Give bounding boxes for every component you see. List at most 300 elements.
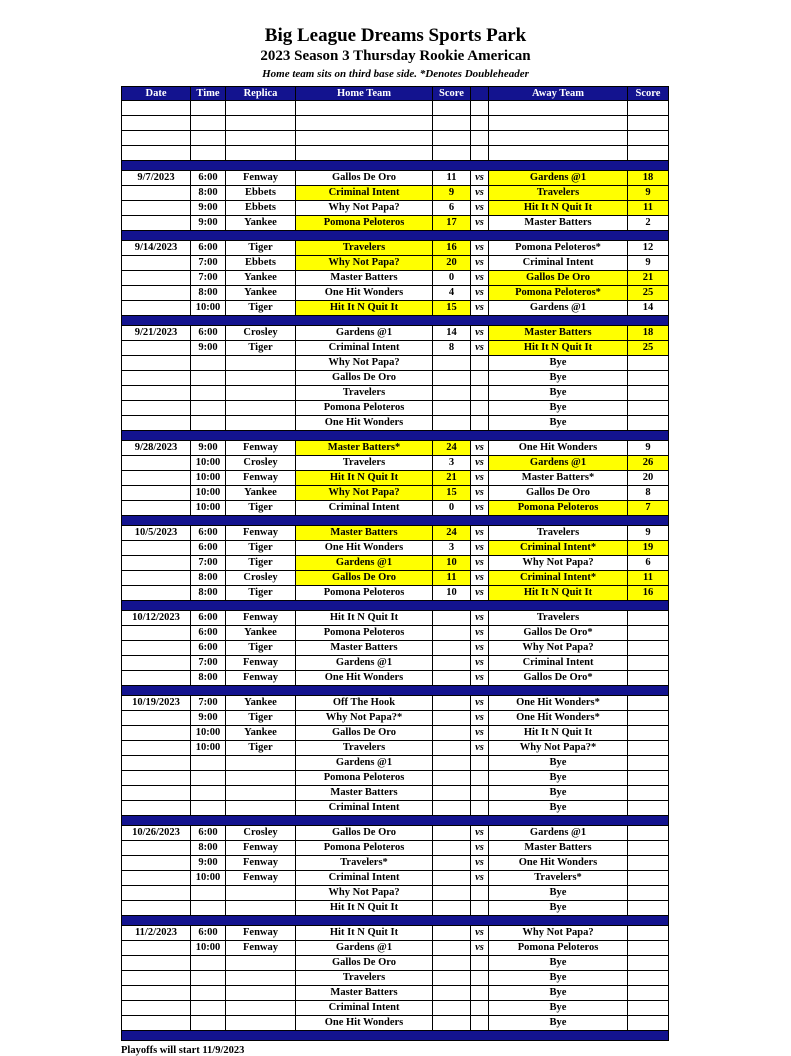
home-score-cell	[433, 786, 471, 801]
date-cell	[122, 471, 191, 486]
replica-cell	[226, 886, 296, 901]
away-team-cell: Gallos De Oro*	[489, 671, 628, 686]
home-team-cell: Gardens @1	[296, 756, 433, 771]
away-score-cell	[628, 826, 669, 841]
away-score-cell: 26	[628, 456, 669, 471]
away-score-cell: 9	[628, 186, 669, 201]
away-team-cell: Bye	[489, 1001, 628, 1016]
away-score-cell: 18	[628, 326, 669, 341]
time-cell: 9:00	[191, 341, 226, 356]
time-cell: 6:00	[191, 526, 226, 541]
separator-bar	[122, 161, 669, 171]
home-score-cell	[433, 726, 471, 741]
away-score-cell: 11	[628, 571, 669, 586]
away-team-cell	[489, 146, 628, 161]
away-team-cell: Bye	[489, 416, 628, 431]
page-subtitle: 2023 Season 3 Thursday Rookie American	[260, 48, 531, 64]
vs-cell: vs	[471, 671, 489, 686]
date-cell	[122, 971, 191, 986]
vs-cell: vs	[471, 741, 489, 756]
vs-cell: vs	[471, 471, 489, 486]
away-team-cell: Bye	[489, 356, 628, 371]
date-cell	[122, 671, 191, 686]
date-cell	[122, 271, 191, 286]
schedule-row	[122, 441, 669, 456]
home-team-cell: One Hit Wonders	[296, 671, 433, 686]
vs-cell	[471, 901, 489, 916]
away-team-cell: Bye	[489, 801, 628, 816]
replica-cell: Crosley	[226, 571, 296, 586]
away-team-cell: Bye	[489, 401, 628, 416]
home-team-cell: Hit It N Quit It	[296, 611, 433, 626]
date-cell	[122, 1001, 191, 1016]
home-score-cell	[433, 901, 471, 916]
vs-cell: vs	[471, 626, 489, 641]
home-score-cell	[433, 101, 471, 116]
time-cell: 10:00	[191, 486, 226, 501]
away-score-cell	[628, 786, 669, 801]
date-cell	[122, 786, 191, 801]
replica-cell: Yankee	[226, 286, 296, 301]
replica-cell: Yankee	[226, 696, 296, 711]
schedule-row	[122, 501, 669, 516]
vs-cell: vs	[471, 856, 489, 871]
home-score-cell	[433, 146, 471, 161]
time-cell	[191, 371, 226, 386]
bye-row	[122, 1001, 669, 1016]
title-block	[0, 0, 791, 81]
date-cell	[122, 801, 191, 816]
home-team-cell: Why Not Papa?	[296, 486, 433, 501]
replica-cell	[226, 986, 296, 1001]
vs-cell	[471, 131, 489, 146]
schedule-row	[122, 586, 669, 601]
date-cell	[122, 901, 191, 916]
away-team-cell: Bye	[489, 1016, 628, 1031]
away-score-cell	[628, 711, 669, 726]
home-team-cell: Master Batters	[296, 786, 433, 801]
home-score-cell	[433, 656, 471, 671]
replica-cell: Tiger	[226, 741, 296, 756]
date-cell: 10/19/2023	[122, 696, 191, 711]
replica-cell: Tiger	[226, 301, 296, 316]
home-team-cell: Master Batters	[296, 526, 433, 541]
away-score-cell	[628, 886, 669, 901]
bye-row	[122, 786, 669, 801]
time-cell	[191, 786, 226, 801]
time-cell: 6:00	[191, 926, 226, 941]
schedule-row	[122, 696, 669, 711]
home-team-cell	[296, 146, 433, 161]
date-cell	[122, 726, 191, 741]
home-score-cell: 11	[433, 571, 471, 586]
time-cell: 8:00	[191, 841, 226, 856]
time-cell: 10:00	[191, 941, 226, 956]
away-team-cell: Bye	[489, 971, 628, 986]
away-score-cell	[628, 131, 669, 146]
away-score-cell: 8	[628, 486, 669, 501]
schedule-row	[122, 611, 669, 626]
bye-row	[122, 756, 669, 771]
away-score-cell	[628, 771, 669, 786]
home-score-cell	[433, 801, 471, 816]
away-team-cell: Gardens @1	[489, 301, 628, 316]
separator-bar-cell	[122, 1031, 669, 1041]
date-cell	[122, 741, 191, 756]
time-cell	[191, 131, 226, 146]
time-cell: 10:00	[191, 301, 226, 316]
column-header-score: Score	[628, 87, 669, 101]
replica-cell: Yankee	[226, 271, 296, 286]
schedule-row	[122, 286, 669, 301]
replica-cell: Ebbets	[226, 201, 296, 216]
away-team-cell: One Hit Wonders*	[489, 711, 628, 726]
date-cell	[122, 301, 191, 316]
replica-cell: Tiger	[226, 641, 296, 656]
home-score-cell	[433, 386, 471, 401]
away-team-cell: Hit It N Quit It	[489, 586, 628, 601]
time-cell: 9:00	[191, 441, 226, 456]
time-cell	[191, 756, 226, 771]
date-cell	[122, 501, 191, 516]
replica-cell: Crosley	[226, 456, 296, 471]
time-cell: 10:00	[191, 741, 226, 756]
table-header-row	[122, 87, 669, 101]
vs-cell	[471, 971, 489, 986]
schedule-row	[122, 626, 669, 641]
away-score-cell	[628, 116, 669, 131]
date-cell: 10/12/2023	[122, 611, 191, 626]
vs-cell	[471, 886, 489, 901]
replica-cell	[226, 371, 296, 386]
date-cell	[122, 641, 191, 656]
home-score-cell	[433, 971, 471, 986]
date-cell	[122, 571, 191, 586]
away-score-cell: 9	[628, 526, 669, 541]
vs-cell: vs	[471, 256, 489, 271]
home-score-cell: 0	[433, 271, 471, 286]
away-team-cell: Hit It N Quit It	[489, 341, 628, 356]
replica-cell	[226, 801, 296, 816]
separator-bar-cell	[122, 816, 669, 826]
home-score-cell	[433, 941, 471, 956]
time-cell: 6:00	[191, 626, 226, 641]
home-score-cell: 15	[433, 486, 471, 501]
home-team-cell: Gallos De Oro	[296, 956, 433, 971]
vs-cell: vs	[471, 556, 489, 571]
home-team-cell: Hit It N Quit It	[296, 901, 433, 916]
column-header-home-team: Home Team	[296, 87, 433, 101]
replica-cell: Tiger	[226, 341, 296, 356]
date-cell	[122, 886, 191, 901]
time-cell	[191, 771, 226, 786]
schedule-row	[122, 541, 669, 556]
date-cell	[122, 841, 191, 856]
schedule-row	[122, 556, 669, 571]
home-team-cell: One Hit Wonders	[296, 416, 433, 431]
away-score-cell	[628, 986, 669, 1001]
replica-cell: Fenway	[226, 856, 296, 871]
replica-cell: Fenway	[226, 656, 296, 671]
home-team-cell: Criminal Intent	[296, 186, 433, 201]
replica-cell	[226, 956, 296, 971]
date-cell	[122, 586, 191, 601]
away-team-cell: Pomona Peloteros*	[489, 241, 628, 256]
home-team-cell: Gallos De Oro	[296, 171, 433, 186]
schedule-row	[122, 201, 669, 216]
home-score-cell	[433, 416, 471, 431]
home-team-cell: Master Batters	[296, 986, 433, 1001]
home-team-cell: Hit It N Quit It	[296, 471, 433, 486]
time-cell: 8:00	[191, 571, 226, 586]
time-cell	[191, 801, 226, 816]
vs-cell: vs	[471, 611, 489, 626]
date-cell: 9/28/2023	[122, 441, 191, 456]
away-score-cell: 21	[628, 271, 669, 286]
home-team-cell: One Hit Wonders	[296, 541, 433, 556]
time-cell	[191, 1001, 226, 1016]
time-cell: 8:00	[191, 671, 226, 686]
replica-cell	[226, 116, 296, 131]
home-score-cell	[433, 356, 471, 371]
vs-cell	[471, 956, 489, 971]
away-team-cell: Travelers*	[489, 871, 628, 886]
time-cell: 6:00	[191, 641, 226, 656]
home-team-cell	[296, 131, 433, 146]
time-cell	[191, 901, 226, 916]
separator-bar-cell	[122, 916, 669, 926]
home-score-cell: 8	[433, 341, 471, 356]
away-team-cell: Travelers	[489, 611, 628, 626]
vs-cell: vs	[471, 271, 489, 286]
date-cell	[122, 371, 191, 386]
away-team-cell: Criminal Intent*	[489, 571, 628, 586]
replica-cell	[226, 401, 296, 416]
replica-cell: Fenway	[226, 526, 296, 541]
schedule-row	[122, 186, 669, 201]
home-team-cell: Off The Hook	[296, 696, 433, 711]
away-team-cell: Gallos De Oro*	[489, 626, 628, 641]
replica-cell: Fenway	[226, 941, 296, 956]
column-header-score: Score	[433, 87, 471, 101]
date-cell	[122, 556, 191, 571]
vs-cell: vs	[471, 941, 489, 956]
vs-cell	[471, 786, 489, 801]
away-team-cell: Hit It N Quit It	[489, 201, 628, 216]
home-team-cell: Gallos De Oro	[296, 571, 433, 586]
away-score-cell: 14	[628, 301, 669, 316]
time-cell	[191, 1016, 226, 1031]
schedule-row	[122, 641, 669, 656]
vs-cell: vs	[471, 501, 489, 516]
separator-bar	[122, 516, 669, 526]
home-team-cell: Pomona Peloteros	[296, 626, 433, 641]
home-score-cell	[433, 741, 471, 756]
vs-cell: vs	[471, 201, 489, 216]
separator-bar-cell	[122, 601, 669, 611]
away-team-cell: Gardens @1	[489, 171, 628, 186]
time-cell: 10:00	[191, 871, 226, 886]
vs-cell: vs	[471, 711, 489, 726]
away-score-cell	[628, 146, 669, 161]
home-score-cell: 16	[433, 241, 471, 256]
schedule-row	[122, 526, 669, 541]
home-team-cell: Hit It N Quit It	[296, 301, 433, 316]
replica-cell: Yankee	[226, 486, 296, 501]
date-cell	[122, 456, 191, 471]
vs-cell: vs	[471, 171, 489, 186]
away-score-cell	[628, 871, 669, 886]
replica-cell	[226, 786, 296, 801]
time-cell	[191, 401, 226, 416]
home-score-cell: 24	[433, 441, 471, 456]
date-cell	[122, 956, 191, 971]
vs-cell: vs	[471, 326, 489, 341]
schedule-row	[122, 826, 669, 841]
time-cell: 8:00	[191, 286, 226, 301]
away-team-cell: Why Not Papa?*	[489, 741, 628, 756]
away-team-cell: One Hit Wonders	[489, 856, 628, 871]
home-team-cell: Why Not Papa?	[296, 356, 433, 371]
bye-row	[122, 416, 669, 431]
time-cell: 10:00	[191, 456, 226, 471]
vs-cell	[471, 986, 489, 1001]
separator-bar-cell	[122, 686, 669, 696]
time-cell: 7:00	[191, 271, 226, 286]
away-team-cell: Travelers	[489, 186, 628, 201]
home-team-cell: Criminal Intent	[296, 501, 433, 516]
vs-cell: vs	[471, 286, 489, 301]
away-team-cell: Criminal Intent	[489, 656, 628, 671]
away-score-cell	[628, 1001, 669, 1016]
away-team-cell: Gardens @1	[489, 456, 628, 471]
away-score-cell	[628, 901, 669, 916]
vs-cell: vs	[471, 186, 489, 201]
time-cell	[191, 416, 226, 431]
home-score-cell: 3	[433, 541, 471, 556]
vs-cell: vs	[471, 441, 489, 456]
away-score-cell	[628, 626, 669, 641]
separator-bar	[122, 916, 669, 926]
column-header-date: Date	[122, 87, 191, 101]
home-score-cell: 6	[433, 201, 471, 216]
column-header-time: Time	[191, 87, 226, 101]
away-score-cell	[628, 371, 669, 386]
replica-cell: Fenway	[226, 441, 296, 456]
time-cell: 7:00	[191, 256, 226, 271]
vs-cell: vs	[471, 926, 489, 941]
away-score-cell: 20	[628, 471, 669, 486]
replica-cell: Fenway	[226, 841, 296, 856]
home-team-cell: Master Batters	[296, 641, 433, 656]
vs-cell	[471, 771, 489, 786]
schedule-row	[122, 216, 669, 231]
home-team-cell: Travelers	[296, 386, 433, 401]
replica-cell	[226, 131, 296, 146]
home-team-cell: Criminal Intent	[296, 1001, 433, 1016]
away-score-cell: 25	[628, 341, 669, 356]
home-score-cell: 0	[433, 501, 471, 516]
page-title: Big League Dreams Sports Park	[264, 25, 527, 46]
home-score-cell	[433, 771, 471, 786]
away-team-cell	[489, 116, 628, 131]
vs-cell	[471, 356, 489, 371]
time-cell: 10:00	[191, 501, 226, 516]
separator-bar-cell	[122, 431, 669, 441]
away-score-cell: 9	[628, 256, 669, 271]
away-team-cell: Hit It N Quit It	[489, 726, 628, 741]
replica-cell	[226, 146, 296, 161]
separator-bar	[122, 1031, 669, 1041]
away-score-cell	[628, 416, 669, 431]
column-header-vs	[471, 87, 489, 101]
home-score-cell	[433, 841, 471, 856]
time-cell: 6:00	[191, 611, 226, 626]
replica-cell: Tiger	[226, 541, 296, 556]
column-header-replica: Replica	[226, 87, 296, 101]
away-score-cell	[628, 386, 669, 401]
time-cell	[191, 101, 226, 116]
home-score-cell: 10	[433, 586, 471, 601]
date-cell: 9/7/2023	[122, 171, 191, 186]
home-team-cell: Why Not Papa?	[296, 886, 433, 901]
bye-row	[122, 886, 669, 901]
vs-cell	[471, 386, 489, 401]
replica-cell: Yankee	[226, 216, 296, 231]
home-score-cell	[433, 401, 471, 416]
time-cell	[191, 886, 226, 901]
home-team-cell: Master Batters*	[296, 441, 433, 456]
date-cell: 9/14/2023	[122, 241, 191, 256]
away-score-cell	[628, 956, 669, 971]
home-score-cell	[433, 711, 471, 726]
away-score-cell	[628, 101, 669, 116]
time-cell: 7:00	[191, 656, 226, 671]
schedule-row	[122, 711, 669, 726]
replica-cell: Fenway	[226, 671, 296, 686]
away-score-cell	[628, 971, 669, 986]
away-score-cell	[628, 726, 669, 741]
date-cell	[122, 856, 191, 871]
vs-cell	[471, 401, 489, 416]
date-cell	[122, 771, 191, 786]
schedule-row	[122, 241, 669, 256]
replica-cell: Ebbets	[226, 256, 296, 271]
home-score-cell	[433, 926, 471, 941]
bye-row	[122, 356, 669, 371]
home-score-cell	[433, 131, 471, 146]
home-team-cell: Criminal Intent	[296, 871, 433, 886]
vs-cell: vs	[471, 586, 489, 601]
home-score-cell	[433, 826, 471, 841]
away-team-cell: Pomona Peloteros	[489, 501, 628, 516]
away-team-cell: Master Batters	[489, 841, 628, 856]
away-score-cell: 12	[628, 241, 669, 256]
away-score-cell	[628, 926, 669, 941]
vs-cell: vs	[471, 486, 489, 501]
date-cell: 9/21/2023	[122, 326, 191, 341]
vs-cell: vs	[471, 726, 489, 741]
date-cell	[122, 756, 191, 771]
date-cell	[122, 356, 191, 371]
bye-row	[122, 901, 669, 916]
vs-cell	[471, 416, 489, 431]
schedule-row	[122, 926, 669, 941]
schedule-row	[122, 871, 669, 886]
vs-cell: vs	[471, 301, 489, 316]
date-cell	[122, 146, 191, 161]
away-score-cell	[628, 941, 669, 956]
